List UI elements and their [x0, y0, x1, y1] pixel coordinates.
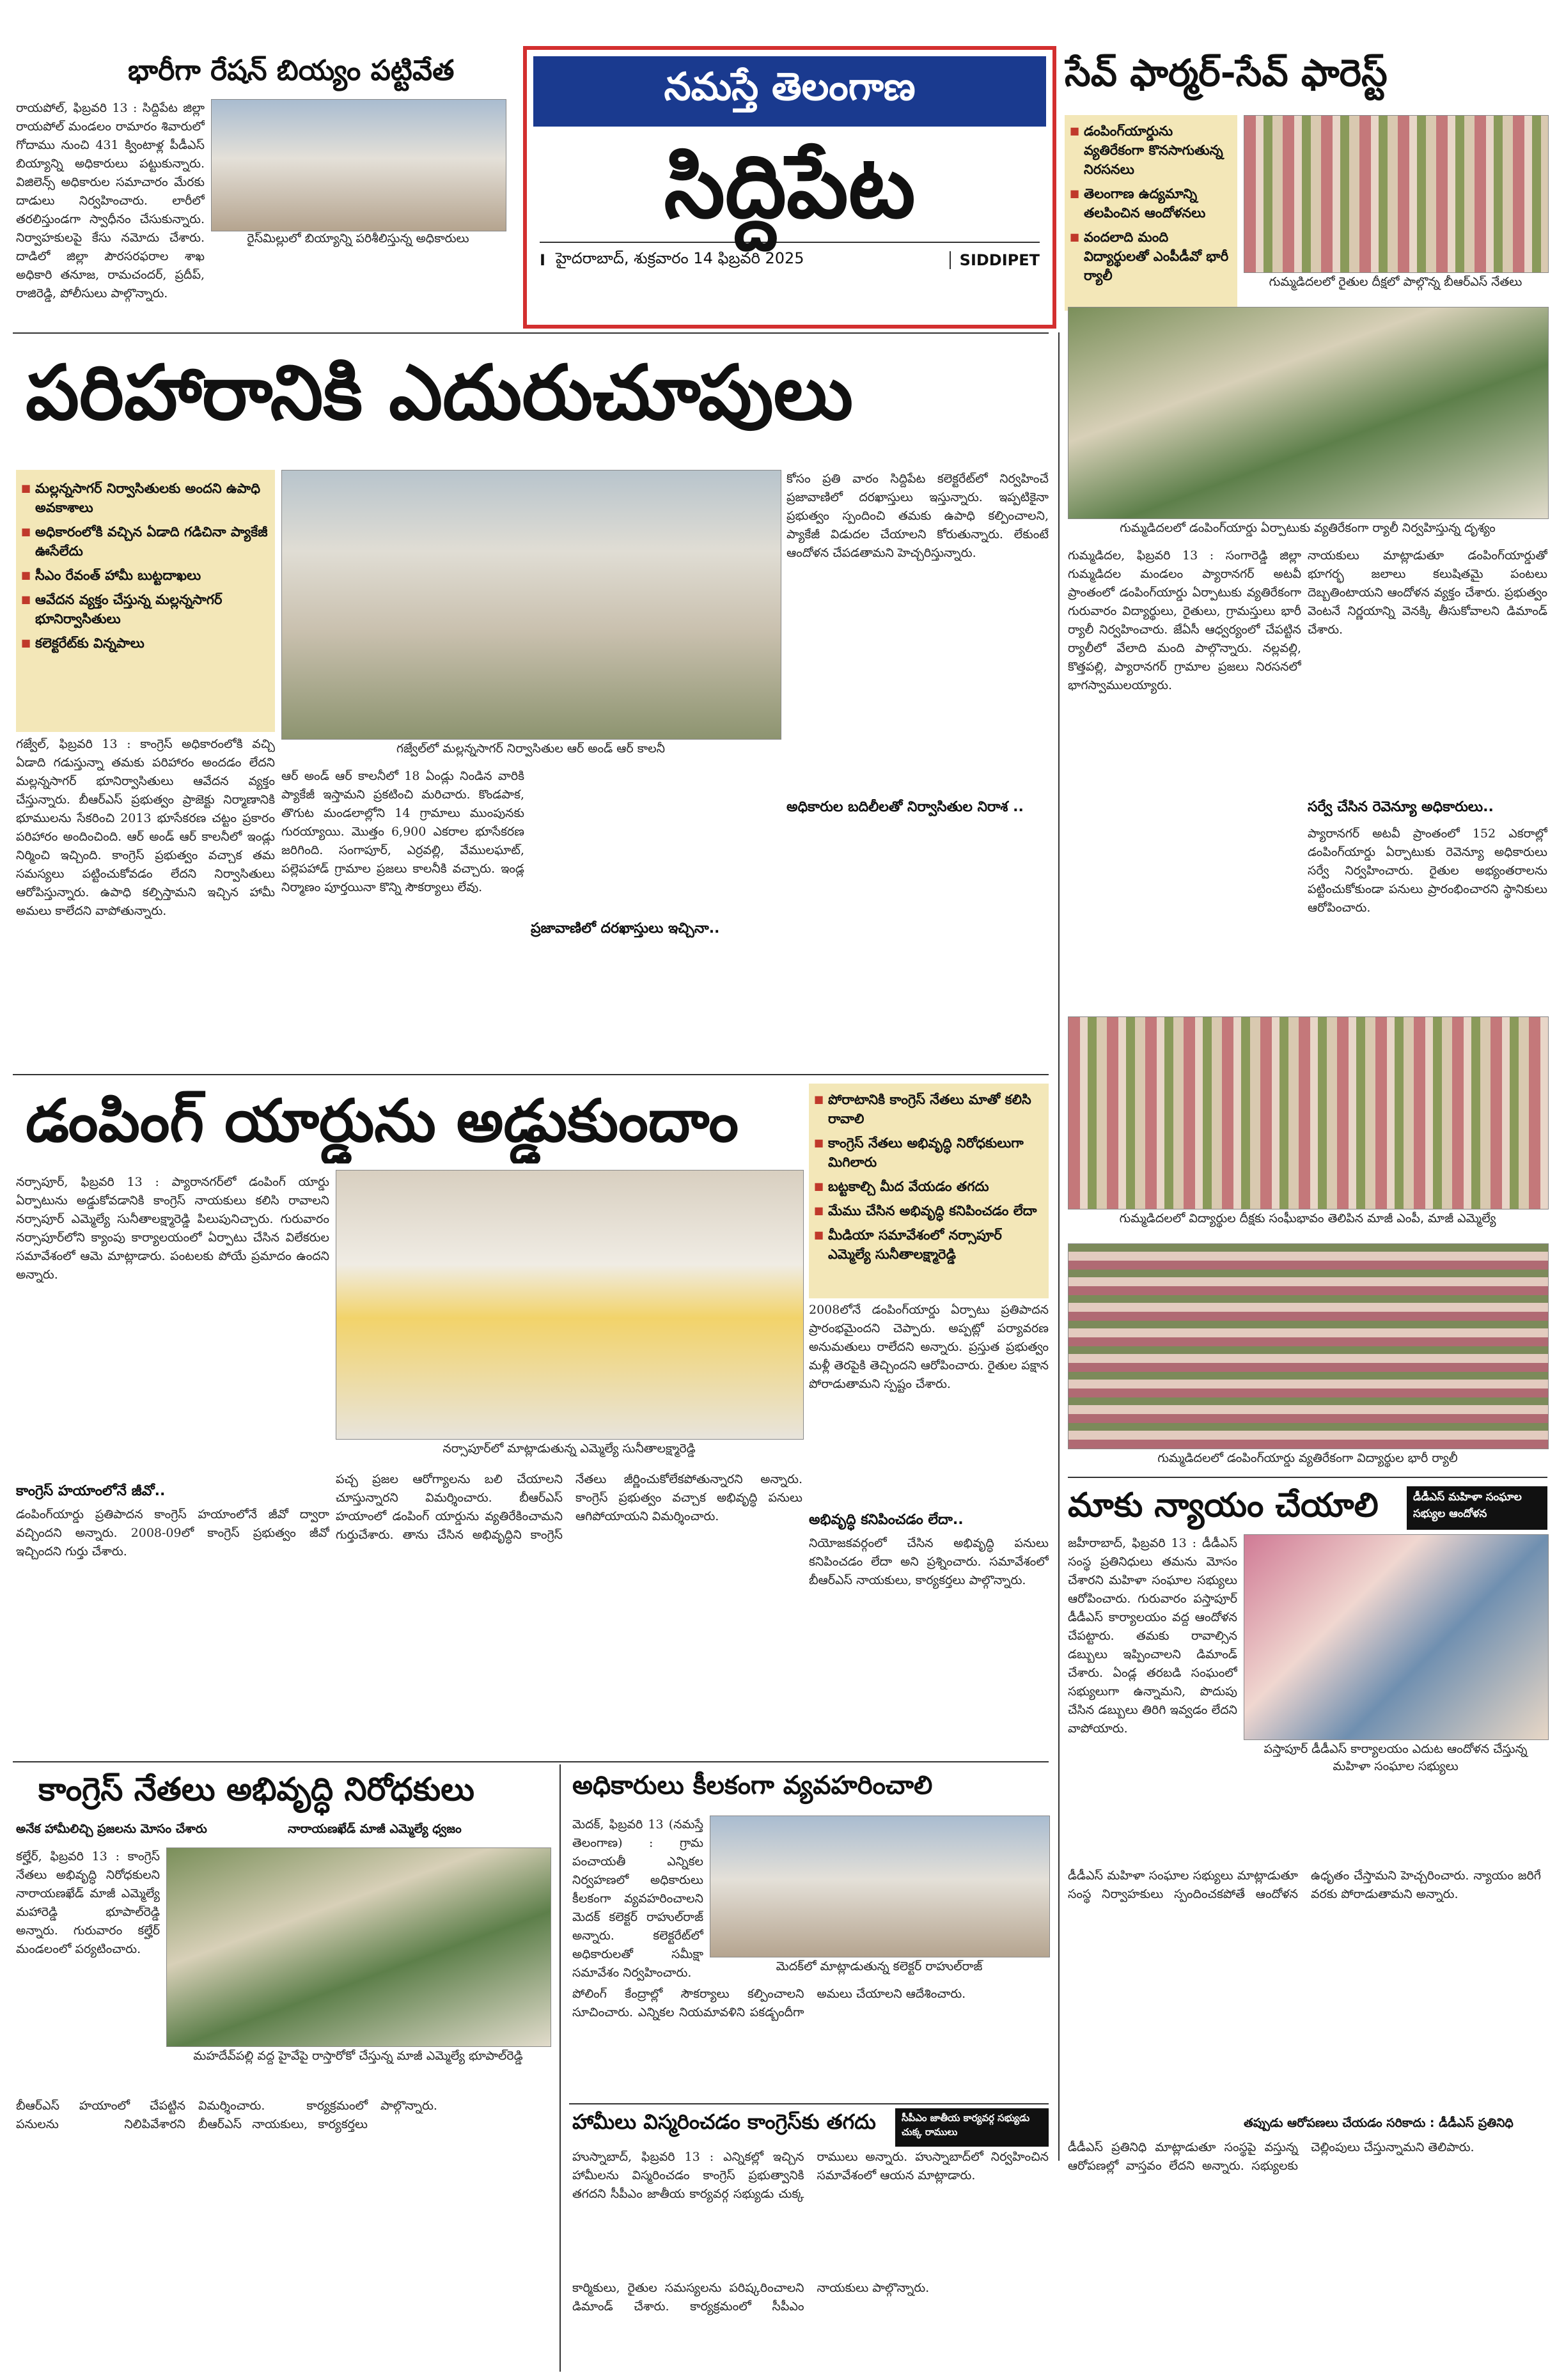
- dumping-sub2: అభివృద్ధి కనిపించడం లేదా..: [809, 1512, 964, 1528]
- divider: [1058, 332, 1060, 2161]
- divider: [1068, 1477, 1547, 1478]
- congress-body2: బీఆర్‌ఎస్ హయాంలో చేపట్టిన పనులను నిలిపివేశారని విమర్శించారు. కార్యక్రమంలో బీఆర్‌ఎస్ నాయకులు, కార్యకర్తలు పాల్గొన్నారు.: [16, 2099, 437, 2131]
- promises-body2: కార్మికులు, రైతుల సమస్యలను పరిష్కరించాలని డిమాండ్ చేశారు. కార్యక్రమంలో సీపీఎం నాయకులు పాల్గొన్నారు.: [572, 2281, 930, 2314]
- mallanna-bullet: ■ అధికారంలోకి వచ్చిన ఏడాది గడిచినా ప్యాకేజీ ఊసేలేదు: [16, 520, 275, 563]
- dumping-col2: పచ్చ ప్రజల ఆరోగ్యాలను బలి చేయాలని చూస్తున్నారని విమర్శించారు. బీఆర్‌ఎస్ హయాంలో డంపింగ్ యార్డును వ్యతిరేకించామని గుర్తుచేశారు. తాను చేసిన అభివృద్ధిని కాంగ్రెస్ నేతలు జీర్ణించుకోలేకపోతున్నారని అన్నారు. కాంగ్రెస్ ప్రభుత్వం వచ్చాక అభివృద్ధి పనులు ఆగిపోయాయని విమర్శించారు.: [336, 1472, 802, 1542]
- dumping-bullet: ■ మీడియా సమావేశంలో నర్సాపూర్ ఎమ్మెల్యే సునీతాలక్ష్మారెడ్డి: [809, 1223, 1049, 1266]
- mallanna-bullet: ■ సీఎం రేవంత్ హామీ బుట్టదాఖలు: [16, 563, 275, 587]
- masthead: [523, 46, 1056, 329]
- promises-body: హుస్నాబాద్, ఫిబ్రవరి 13 : ఎన్నికల్లో ఇచ్చిన హామీలను విస్మరించడం కాంగ్రెస్ ప్రభుత్వానికి తగదని సీపీఎం జాతీయ కార్యవర్గ సభ్యుడు చుక్క రాములు అన్నారు. హుస్నాబాద్‌లో నిర్వహించిన సమావేశంలో ఆయన మాట్లాడారు.: [572, 2150, 1049, 2201]
- rally-body3: ప్యారానగర్ అటవీ ప్రాంతంలో 152 ఎకరాల్లో డంపింగ్‌యార్డు ఏర్పాటుకు రెవెన్యూ అధికారులు సర్వే నిర్వహించారు. రైతుల అభ్యంతరాలను పట్టించుకోకుండా పనులు ప్రారంభించారని స్థానికులు ఆరోపించారు.: [1308, 827, 1547, 915]
- congress-body: కల్హేర్, ఫిబ్రవరి 13 : కాంగ్రెస్ నేతలు అభివృద్ధి నిరోధకులని నారాయణఖేడ్ మాజీ ఎమ్మెల్యే మహారెడ్డి భూపాల్‌రెడ్డి అన్నారు. గురువారం కల్హేర్ మండలంలో పర్యటించారు.: [16, 1849, 160, 1956]
- mallanna-headline: పరిహారానికి ఎదురుచూపులు: [26, 348, 854, 437]
- edition-number: I: [540, 251, 545, 269]
- mallanna-bullet: ■ కలెక్టరేట్‌కు విన్నపాలు: [16, 631, 275, 655]
- mallanna-bullet: ■ ఆవేదన వ్యక్తం చేస్తున్న మల్లన్నసాగర్ భూనిర్వాసితులు: [16, 587, 275, 631]
- mallanna-bullets: [16, 470, 275, 732]
- justice-body: జహీరాబాద్, ఫిబ్రవరి 13 : డీడీఎస్ సంస్థ ప్రతినిధులు తమను మోసం చేశారని మహిళా సంఘాల సభ్యులు ఆరోపించారు. గురువారం పస్తాపూర్ డీడీఎస్ కార్యాలయం వద్ద ఆందోళన చేపట్టారు. తమకు రావాల్సిన డబ్బులు ఇప్పించాలని డిమాండ్ చేశారు. ఏండ్ల తరబడి సంఘంలో సభ్యులుగా ఉన్నామని, పొదుపు చేసిన డబ్బులు తిరిగి ఇవ్వడం లేదని వాపోయారు.: [1068, 1536, 1237, 1736]
- ration-body: రాయపోల్, ఫిబ్రవరి 13 : సిద్దిపేట జిల్లా రాయపోల్ మండలం రామారం శివారులో గోదాము నుంచి 431 క్వింటాళ్ల పీడీఎస్ బియ్యాన్ని అధికారులు పట్టుకున్నారు. విజిలెన్స్ అధికారుల సమాచారం మేరకు దాడులు నిర్వహించారు. లారీలో తరలిస్తుండగా స్వాధీనం చేసుకున్నారు. నిర్వాహకులపై కేసు నమోదు చేశారు. దాడిలో జిల్లా పౌరసరఫరాల శాఖ అధికారి తనూజ, రామచందర్, ప్రదీప్, రాజిరెడ్డి, పోలీసులు పాల్గొన్నారు.: [16, 101, 205, 300]
- officials-body2: పోలింగ్ కేంద్రాల్లో సౌకర్యాలు కల్పించాలని సూచించారు. ఎన్నికల నియమావళిని పకడ్బందీగా అమలు చేయాలని ఆదేశించారు.: [572, 1987, 966, 2019]
- justice-sub: తప్పుడు ఆరోపణలు చేయడం సరికాదు : డీడీఎస్ ప్రతినిధి: [1244, 2116, 1514, 2130]
- mallanna-col3: కోసం ప్రతి వారం సిద్దిపేట కలెక్టరేట్‌లో నిర్వహించే ప్రజావాణిలో దరఖాస్తులు ఇస్తున్నారు. ఇప్పటికైనా ప్రభుత్వం స్పందించి తమకు ఉపాధి కల్పించాలని, ప్యాకేజీ విడుదల చేయాలని కోరుతున్నారు. లేకుంటే ఆందోళన చేపడతామని హెచ్చరిస్తున్నారు.: [786, 472, 1049, 560]
- forest-photo: [1244, 115, 1549, 273]
- divider: [13, 1074, 1049, 1075]
- dumping-col3b: నియోజకవర్గంలో చేసిన అభివృద్ధి పనులు కనిపించడం లేదా అని ప్రశ్నించారు. సమావేశంలో బీఆర్‌ఎస్ నాయకులు, కార్యకర్తలు పాల్గొన్నారు.: [809, 1536, 1049, 1587]
- rally-photo-3-caption: గుమ్మడిదలలో డంపింగ్‌యార్డు వ్యతిరేకంగా విద్యార్థుల భారీ ర్యాలీ: [1157, 1451, 1458, 1465]
- dumping-col1: నర్సాపూర్, ఫిబ్రవరి 13 : ప్యారానగర్‌లో డంపింగ్ యార్డు ఏర్పాటును అడ్డుకోవడానికి కాంగ్రెస్ నాయకులు కలిసి రావాలని నర్సాపూర్ ఎమ్మెల్యే సునీతాలక్ష్మారెడ్డి పిలుపునిచ్చారు. గురువారం నర్సాపూర్‌లోని క్యాంపు కార్యాలయంలో ఏర్పాటు చేసిన విలేకరుల సమావేశంలో ఆమె మాట్లాడారు. పంటలకు పోయే ప్రమాదం ఉందని అన్నారు.: [16, 1175, 329, 1282]
- dumping-sub1: కాంగ్రెస్ హయాంలోనే జీవో..: [16, 1483, 166, 1499]
- rally-body: గుమ్మడిదల, ఫిబ్రవరి 13 : సంగారెడ్డి జిల్లా గుమ్మడిదల మండలం ప్యారానగర్ అటవీ ప్రాంతంలో డంపింగ్‌యార్డు ఏర్పాటుకు వ్యతిరేకంగా గురువారం విద్యార్థులు, రైతులు, గ్రామస్తులు భారీ ర్యాలీ నిర్వహించారు. జేఏసీ ఆధ్వర్యంలో చేపట్టిన ర్యాలీలో వేలాది మంది పాల్గొన్నారు. నల్లవల్లి, కొత్తపల్లి, ప్యారానగర్ గ్రామాల ప్రజలు నిరసనలో భాగస్వాములయ్యారు.: [1068, 548, 1301, 692]
- rally-photo-caption: గుమ్మడిదలలో డంపింగ్‌యార్డు ఏర్పాటుకు వ్యతిరేకంగా ర్యాలీ నిర్వహిస్తున్న దృశ్యం: [1120, 521, 1496, 535]
- dumping-bullet: ■ కాంగ్రెస్ నేతలు అభివృద్ధి నిరోధకులుగా మిగిలారు: [809, 1131, 1049, 1174]
- forest-headline: సేవ్ ఫార్మర్-సేవ్ ఫారెస్ట్: [1065, 51, 1388, 95]
- justice-tag: డీడీఎస్ మహిళా సంఘాల సభ్యుల ఆందోళన: [1407, 1486, 1547, 1530]
- ration-photo-caption: రైస్‌మిల్లులో బియ్యాన్ని పరిశీలిస్తున్న అధికారులు: [247, 231, 469, 245]
- justice-body3: డీడీఎస్ ప్రతినిధి మాట్లాడుతూ సంస్థపై వస్తున్న ఆరోపణల్లో వాస్తవం లేదని అన్నారు. సభ్యులకు చెల్లింపులు చేస్తున్నామని తెలిపారు.: [1068, 2140, 1475, 2173]
- dumping-col3: 2008లోనే డంపింగ్‌యార్డు ఏర్పాటు ప్రతిపాదన ప్రారంభమైందని చెప్పారు. అప్పట్లో పర్యావరణ అనుమతులు రాలేదని అన్నారు. ప్రస్తుత ప్రభుత్వం మళ్లీ తెరపైకి తెచ్చిందని ఆరోపించారు. రైతుల పక్షాన పోరాడుతామని స్పష్టం చేశారు.: [809, 1303, 1049, 1391]
- edition-en: SIDDIPET: [950, 251, 1040, 269]
- divider: [13, 332, 1049, 334]
- forest-bullet: ■ తెలంగాణ ఉద్యమాన్ని తలపించిన ఆందోళనలు: [1065, 182, 1237, 225]
- dumping-photo: [336, 1170, 804, 1440]
- congress-tag1: అనేక హామీలిచ్చి ప్రజలను మోసం చేశారు: [16, 1822, 207, 1836]
- mallanna-col2: ఆర్ అండ్ ఆర్ కాలనీలో 18 ఏండ్లు నిండిన వారికి ప్యాకేజీ ఇస్తామని ప్రకటించి మరిచారు. కొండపాక, తొగుట మండలాల్లోని 14 గ్రామాలు ముంపునకు గురయ్యాయి. మొత్తం 6,900 ఎకరాల భూసేకరణ జరిగింది. సంగాపూర్, ఎర్రవల్లి, వేములఘాట్, పల్లెపహాడ్ గ్రామాల ప్రజలు కాలనీకి వచ్చారు. ఇండ్ల నిర్మాణం పూర్తయినా కొన్ని సౌకర్యాలు లేవు.: [281, 769, 524, 894]
- congress-photo-caption: మహదేవ్‌పల్లి వద్ద హైవేపై రాస్తారోకో చేస్తున్న మాజీ ఎమ్మెల్యే భూపాల్‌రెడ్డి: [193, 2049, 523, 2063]
- forest-bullets: [1065, 115, 1237, 311]
- rally-photo-2: [1068, 1016, 1549, 1209]
- divider: [569, 2103, 1049, 2104]
- congress-headline: కాంగ్రెస్ నేతలు అభివృద్ధి నిరోధకులు: [38, 1771, 474, 1808]
- divider: [13, 1761, 1049, 1762]
- forest-bullet: ■ వందలాది మంది విద్యార్థులతో ఎంపీడీవో భారీ ర్యాలీ: [1065, 225, 1237, 288]
- masthead-date-bar: [540, 242, 1040, 271]
- dumping-col1b: డంపింగ్‌యార్డు ప్రతిపాదన కాంగ్రెస్ హయాంలోనే జీవో ద్వారా వచ్చిందని అన్నారు. 2008-09లో కాంగ్రెస్ ప్రభుత్వం జీవో ఇచ్చిందని గుర్తు చేశారు.: [16, 1507, 329, 1559]
- mallanna-sub2: అధికారుల బదిలీలతో నిర్వాసితుల నిరాశ ..: [786, 799, 1024, 815]
- mallanna-col1: గజ్వేల్, ఫిబ్రవరి 13 : కాంగ్రెస్ అధికారంలోకి వచ్చి ఏడాది గడుస్తున్నా తమకు పరిహారం అందడం లేదని మల్లన్నసాగర్ భూనిర్వాసితులు ఆవేదన వ్యక్తం చేస్తున్నారు. బీఆర్‌ఎస్ ప్రభుత్వం ప్రాజెక్టు నిర్మాణానికి భూములను సేకరించి 2013 భూసేకరణ చట్టం ప్రకారం పరిహారం అందించింది. ఆర్ అండ్ ఆర్ కాలనీలో ఇండ్లు నిర్మించి ఇచ్చింది. కాంగ్రెస్ ప్రభుత్వం వచ్చాక తమ సమస్యలు పట్టించుకోవడం లేదని నిర్వాసితులు ఆరోపిస్తున్నారు. ఉపాధి కల్పిస్తామని ఇచ్చిన హామీ అమలు కాలేదని వాపోతున్నారు.: [16, 737, 275, 918]
- promises-tag: సీపీఎం జాతీయ కార్యవర్గ సభ్యుడు చుక్క రాములు: [895, 2108, 1049, 2147]
- masthead-edition: సిద్దిపేట: [664, 137, 916, 238]
- forest-photo-caption: గుమ్మడిదలలో రైతుల దీక్షలో పాల్గొన్న బీఆర్‌ఎస్ నేతలు: [1269, 275, 1522, 289]
- mallanna-bullet: ■ మల్లన్నసాగర్ నిర్వాసితులకు అందని ఉపాధి అవకాశాలు: [16, 476, 275, 520]
- dumping-bullet: ■ బట్టకాల్చి మీద వేయడం తగదు: [809, 1174, 1049, 1199]
- rally-photo-3: [1068, 1243, 1549, 1449]
- dumping-photo-caption: నర్సాపూర్‌లో మాట్లాడుతున్న ఎమ్మెల్యే సునీతాలక్ష్మారెడ్డి: [442, 1442, 696, 1456]
- mallanna-photo: [281, 470, 781, 740]
- masthead-brand: నమస్తే తెలంగాణ: [664, 65, 916, 109]
- mallanna-sub1: ప్రజావాణిలో దరఖాస్తులు ఇచ్చినా..: [531, 921, 720, 937]
- congress-photo: [166, 1847, 551, 2047]
- officials-headline: అధికారులు కీలకంగా వ్యవహరించాలి: [572, 1771, 933, 1800]
- forest-bullet: ■ డంపింగ్‌యార్డును వ్యతిరేకంగా కొనసాగుతున్న నిరసనలు: [1065, 119, 1237, 182]
- officials-body: మెదక్, ఫిబ్రవరి 13 (నమస్తే తెలంగాణ) : గ్రామ పంచాయతీ ఎన్నికల నిర్వహణలో అధికారులు కీలకంగా వ్యవహరించాలని మెదక్ కలెక్టర్ రాహుల్‌రాజ్ అన్నారు. కలెక్టరేట్‌లో అధికారులతో సమీక్షా సమావేశం నిర్వహించారు.: [572, 1817, 703, 1980]
- ration-headline: భారీగా రేషన్ బియ్యం పట్టివేత: [128, 54, 455, 87]
- rally-sub: సర్వే చేసిన రెవెన్యూ అధికారులు..: [1308, 799, 1494, 815]
- justice-body2: డీడీఎస్ మహిళా సంఘాల సభ్యులు మాట్లాడుతూ సంస్థ నిర్వాహకులు స్పందించకపోతే ఆందోళన ఉధృతం చేస్తామని హెచ్చరించారు. న్యాయం జరిగే వరకు పోరాడుతామని అన్నారు.: [1068, 1869, 1541, 1901]
- congress-tag2: నారాయణఖేడ్ మాజీ ఎమ్మెల్యే ధ్వజం: [288, 1822, 462, 1836]
- divider: [559, 1764, 561, 2372]
- justice-photo-caption: పస్తాపూర్ డీడీఎస్ కార్యాలయం ఎదుట ఆందోళన చేస్తున్న మహిళా సంఘాల సభ్యులు: [1264, 1742, 1528, 1773]
- rally-photo-2-caption: గుమ్మడిదలలో విద్యార్థుల దీక్షకు సంఘీభావం తెలిపిన మాజీ ఎంపీ, మాజీ ఎమ్మెల్యే: [1119, 1211, 1496, 1225]
- mallanna-photo-caption: గజ్వేల్‌లో మల్లన్నసాగర్ నిర్వాసితుల ఆర్ అండ్ ఆర్ కాలనీ: [396, 742, 665, 756]
- rally-body2: నాయకులు మాట్లాడుతూ డంపింగ్‌యార్డుతో భూగర్భ జలాలు కలుషితమై పంటలు దెబ్బతింటాయని ఆందోళన వ్యక్తం చేశారు. ప్రభుత్వం వెంటనే నిర్ణయాన్ని వెనక్కి తీసుకోవాలని డిమాండ్ చేశారు.: [1308, 548, 1547, 637]
- ration-photo: [211, 99, 506, 231]
- dumping-bullet: ■ మేము చేసిన అభివృద్ధి కనిపించడం లేదా: [809, 1199, 1049, 1223]
- justice-photo: [1244, 1534, 1549, 1740]
- dateline: హైదరాబాద్, శుక్రవారం 14 ఫిబ్రవరి 2025: [555, 249, 804, 267]
- promises-headline: హామీలు విస్మరించడం కాంగ్రెస్‌కు తగదు: [572, 2110, 876, 2134]
- rally-photo: [1068, 307, 1549, 519]
- officials-photo: [710, 1816, 1050, 1957]
- dumping-bullet: ■ పోరాటానికి కాంగ్రెస్ నేతలు మాతో కలిసి రావాలి: [809, 1087, 1049, 1131]
- officials-photo-caption: మెదక్‌లో మాట్లాడుతున్న కలెక్టర్ రాహుల్‌రాజ్: [776, 1959, 983, 1973]
- dumping-headline: డంపింగ్ యార్డును అడ్డుకుందాం: [26, 1087, 739, 1155]
- dumping-bullets: [809, 1084, 1049, 1298]
- justice-headline: మాకు న్యాయం చేయాలి: [1068, 1486, 1379, 1525]
- masthead-brand-bar: [533, 56, 1046, 127]
